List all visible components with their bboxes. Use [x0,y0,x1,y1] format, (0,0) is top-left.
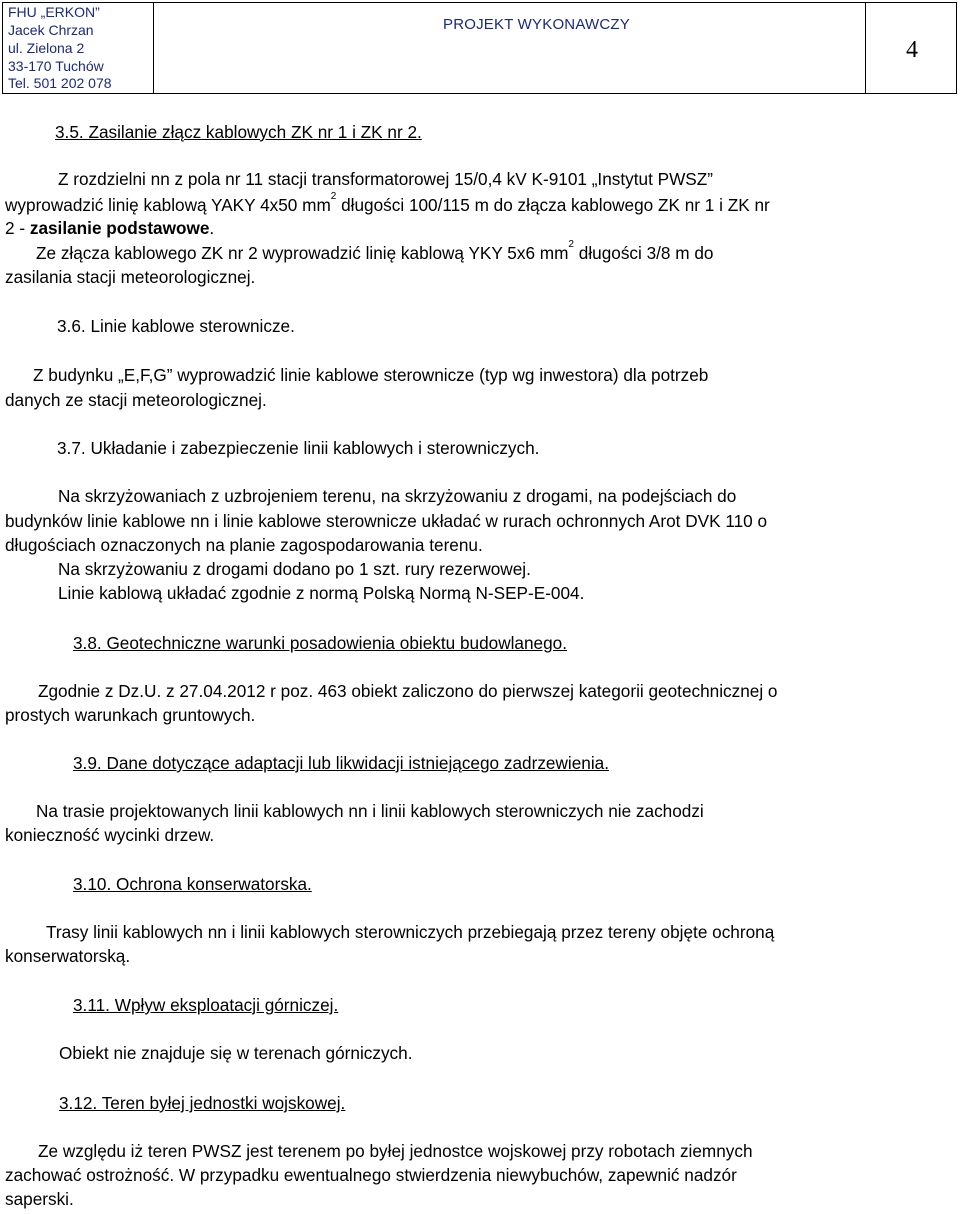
section-3-5-heading: 3.5. Zasilanie złącz kablowych ZK nr 1 i ZK nr 2. [55,122,422,142]
section-3-12-heading: 3.12. Teren byłej jednostki wojskowej. [59,1093,346,1113]
section-3-10-text-line: konserwatorską. [5,946,131,966]
section-3-7-text-line: Na skrzyżowaniach z uzbrojeniem terenu, na skrzyżowaniu z drogami, na podejściach do [58,486,737,506]
section-3-8-heading: 3.8. Geotechniczne warunki posadowienia obiektu budowlanego. [73,633,567,653]
company-city: 33-170 Tuchów [8,58,104,74]
project-cell [153,3,866,93]
section-3-5-text-line: Z rozdzielni nn z pola nr 11 stacji transformatorowej 15/0,4 kV K-9101 „Instytut PWSZ” [58,169,713,189]
section-3-5-text-line: 2 - zasilanie podstawowe. [5,218,215,238]
section-3-6-text-line: danych ze stacji meteorologicznej. [5,390,267,410]
section-3-5-text-line: wyprowadzić linię kablową YAKY 4x50 $mm^2$ długości 100/115 m do złącza kablowego ZK nr 1 i ZK nr [5,191,770,215]
section-3-11-text-line: Obiekt nie znajduje się w terenach górniczych. [59,1043,413,1063]
company-owner: Jacek Chrzan [8,22,94,38]
project-title: PROJEKT WYKONAWCZY [443,16,630,33]
section-3-12-text-line: Ze względu iż teren PWSZ jest terenem po byłej jednostce wojskowej przy robotach ziemnych [38,1141,753,1161]
company-name: FHU „ERKON” [8,4,100,20]
page-number-cell [865,3,956,93]
section-3-5-text-line: zasilania stacji meteorologicznej. [5,267,256,287]
section-3-7-text-line: Na skrzyżowaniu z drogami dodano po 1 szt. rury rezerwowej. [58,559,531,579]
section-3-12-text-line: saperski. [5,1189,74,1209]
section-3-9-text-line: Na trasie projektowanych linii kablowych nn i linii kablowych sterowniczych nie zachodzi [36,801,704,821]
company-phone: Tel. 501 202 078 [8,75,112,91]
page-number: 4 [906,37,918,63]
section-3-9-text-line: konieczność wycinki drzew. [5,825,215,845]
section-3-12-text-line: zachować ostrożność. W przypadku ewentualnego stwierdzenia niewybuchów, zapewnić nadzór [5,1165,737,1185]
section-3-10-heading: 3.10. Ochrona konserwatorska. [73,874,312,894]
section-3-9-heading: 3.9. Dane dotyczące adaptacji lub likwidacji istniejącego zadrzewienia. [73,753,609,773]
page-header [2,2,957,94]
section-3-10-text-line: Trasy linii kablowych nn i linii kablowych sterowniczych przebiegają przez tereny objęte ochroną [46,922,775,942]
section-3-6-text-line: Z budynku „E,F,G” wyprowadzić linie kablowe sterownicze (typ wg inwestora) dla potrzeb [33,365,709,385]
company-cell [3,3,154,93]
section-3-8-text-line: Zgodnie z Dz.U. z 27.04.2012 r poz. 463 obiekt zaliczono do pierwszej kategorii geotechnicznej o [38,681,778,701]
section-3-7-text-line: budynków linie kablowe nn i linie kablowe sterownicze układać w rurach ochronnych Arot DVK 110 o [5,511,768,531]
section-3-11-heading: 3.11. Wpływ eksploatacji górniczej. [73,995,339,1015]
section-3-7-heading: 3.7. Układanie i zabezpieczenie linii kablowych i sterowniczych. [57,438,540,458]
company-street: ul. Zielona 2 [8,40,85,56]
section-3-7-text-line: długościach oznaczonych na planie zagospodarowania terenu. [5,535,483,555]
section-3-7-text-line: Linie kablową układać zgodnie z normą Polską Normą N-SEP-E-004. [58,583,585,603]
section-3-6-heading: 3.6. Linie kablowe sterownicze. [57,316,295,336]
section-3-8-text-line: prostych warunkach gruntowych. [5,705,256,725]
emphasis-text: zasilanie podstawowe [29,218,210,238]
section-3-5-text-line: Ze złącza kablowego ZK nr 2 wyprowadzić linię kablową YKY 5x6 $mm^2$ długości 3/8 m do [36,239,714,263]
